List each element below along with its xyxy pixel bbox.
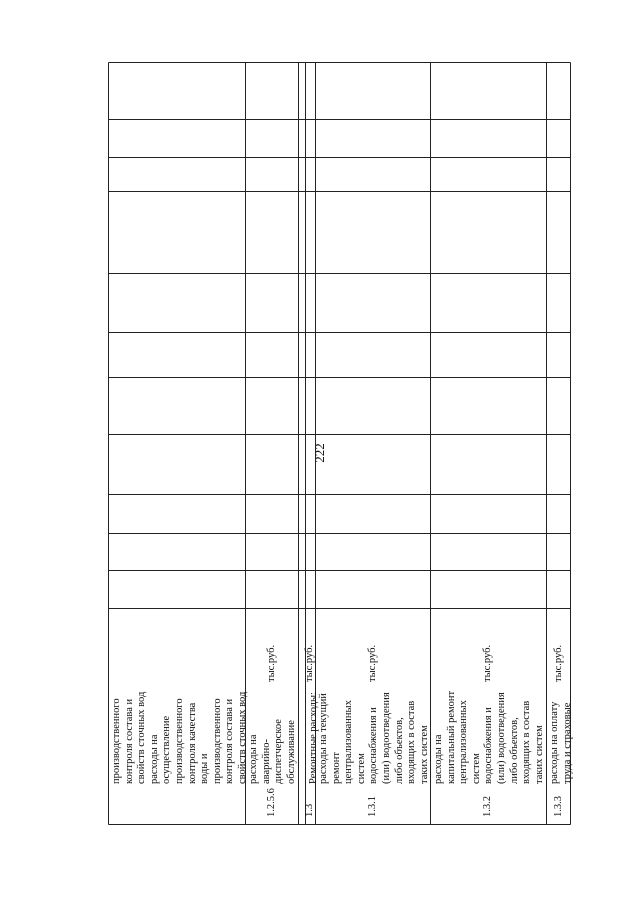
row-name-line: водоснабжения и [368, 707, 380, 784]
row-code: 1.3.3 [552, 796, 564, 817]
row-name-line: свойств сточных вод [236, 691, 248, 784]
row-name-line: производственного [111, 698, 122, 784]
row-name-line: систем [355, 753, 367, 784]
row-unit: тыс.руб. [552, 644, 564, 682]
row-name-line: таких систем [418, 725, 430, 784]
row-name-line: расходы на [148, 734, 160, 784]
row-name-line: входящих в состав [521, 700, 533, 784]
row-name-line: расходы на [248, 734, 259, 784]
row-name-line: Ремонтные расходы: [308, 692, 319, 784]
row-name-line: ремонт [330, 751, 342, 784]
row-code: 1.2.5.6 [265, 788, 277, 817]
row-name-line: (или) водоотведения [495, 692, 507, 784]
row-name-line: осуществление [161, 715, 173, 784]
row-name-line: производственного [211, 698, 223, 784]
row-name-line: водоснабжения и [483, 707, 495, 784]
row-name-line: входящих в состав [406, 700, 418, 784]
row-name-line: систем [470, 753, 482, 784]
row-name-line: расходы на [433, 734, 444, 784]
row-code: 1.3.1 [366, 796, 378, 817]
row-name-line: воды и [199, 753, 211, 784]
row-name-line: централизованных [343, 700, 355, 784]
row-name-line: таких систем [533, 725, 545, 784]
row-name-line: капитальный ремонт [445, 690, 457, 784]
row-name-line: централизованных [458, 700, 470, 784]
row-name-line: либо объектов, [508, 717, 520, 784]
row-unit: тыс.руб. [265, 644, 277, 682]
row-unit: тыс.руб. [482, 644, 493, 682]
row-code: 1.3.2 [482, 796, 493, 817]
row-name-line: обслуживание [285, 720, 297, 784]
row-name [111, 644, 250, 784]
row-name-line: либо объектов, [393, 717, 405, 784]
row-name-line: контроля качества [186, 702, 198, 784]
row-name-line: аварийно- [260, 739, 272, 784]
row-name-line: свойств сточных вод [136, 691, 148, 784]
row-name-line: диспетчерское [273, 719, 285, 784]
row-name-line: расходы на оплату [549, 701, 560, 784]
rotated-table [108, 62, 571, 825]
row-name-line: контроля состава и [123, 698, 135, 784]
row-name-line: (или) водоотведения [380, 692, 392, 784]
row-code: 1.3 [304, 803, 315, 817]
row-unit: тыс.руб. [366, 644, 378, 682]
page-number: 222 [312, 443, 327, 463]
row-name-line: расходы на текущий [318, 693, 329, 784]
row-unit: тыс.руб. [304, 644, 315, 682]
row-name-line: производственного [173, 698, 185, 784]
row-name-line: труда и страховые [561, 702, 573, 784]
row-name-line: контроля состава и [224, 698, 236, 784]
